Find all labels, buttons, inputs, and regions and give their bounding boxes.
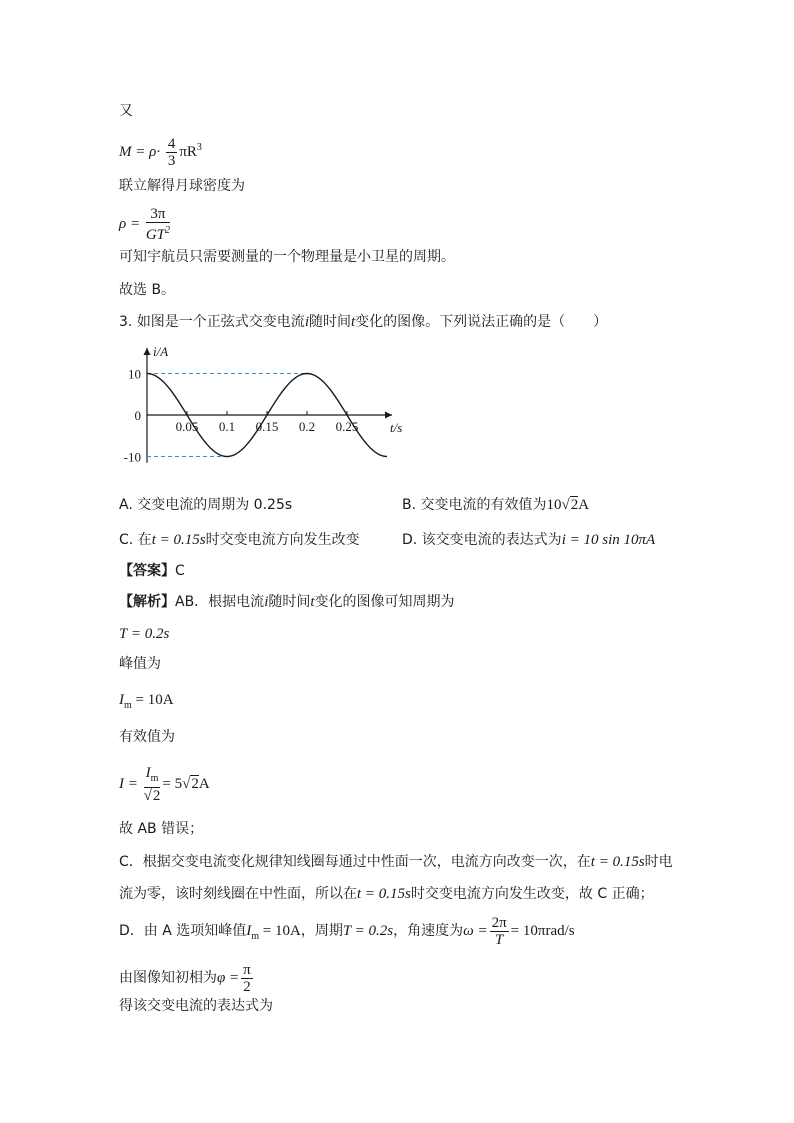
peak-value: = 10A xyxy=(135,692,174,708)
d-line-text-b: ，周期 xyxy=(300,922,343,939)
c-line2-text-b: 时交变电流方向发生改变，故 C 正确； xyxy=(410,886,654,902)
phi-den: 2 xyxy=(243,979,251,995)
sine-current-chart xyxy=(112,340,412,470)
text-c-line2 xyxy=(119,884,654,904)
mass-lhs: M = ρ· xyxy=(119,143,161,160)
rms-lhs: I = xyxy=(119,775,138,792)
density-lhs: ρ = xyxy=(119,215,141,232)
answer-label: 【答案】 xyxy=(119,563,175,579)
c-line1-end: 时电 xyxy=(644,854,673,870)
question-3-stem xyxy=(119,312,607,332)
formula-rms: I = $\frac{I_m}{√2}$ = 5√2A xyxy=(119,765,210,804)
text-c-line1 xyxy=(119,852,673,872)
tuxiang-text: 由图像知初相为 xyxy=(119,969,217,986)
d-line-text-c: ，角速度为 xyxy=(393,922,464,939)
option-b-unit: A xyxy=(578,497,590,513)
c-line1-time: t = 0.15s xyxy=(590,854,645,870)
peak-sub: m xyxy=(124,700,132,711)
x-tick-label-1: 0.1 xyxy=(218,419,236,434)
omega-fraction xyxy=(490,915,509,948)
d-line-period: T = 0.2s xyxy=(342,922,394,939)
x-tick-label-3: 0.2 xyxy=(298,419,316,434)
text-tuxiang xyxy=(119,962,255,995)
q3-text-b: 随时间 xyxy=(308,314,351,330)
text-lianli: 联立解得月球密度为 xyxy=(119,178,245,194)
mass-sup: 3 xyxy=(196,141,202,153)
x-axis-label: t/s xyxy=(390,420,403,435)
y-axis-label: i/A xyxy=(153,344,169,359)
analysis-label: 【解析】 xyxy=(119,594,175,610)
y-tick-label-0: 10 xyxy=(128,366,141,382)
option-c xyxy=(119,529,360,549)
phi-lhs: φ = xyxy=(217,969,240,986)
option-d-formula: i = 10 sin 10πA xyxy=(561,532,656,548)
omega-rhs: = 10πrad/s xyxy=(510,922,575,939)
density-fraction xyxy=(146,206,170,243)
rms-den: 2 xyxy=(152,788,161,804)
peak-I: I xyxy=(119,692,124,708)
omega-den: T xyxy=(494,932,504,948)
q3-var-t: t xyxy=(350,314,356,330)
analysis-line xyxy=(119,592,455,612)
answer-value: C xyxy=(175,563,185,579)
d-line-sub: m xyxy=(251,930,260,942)
rms-fraction: $\frac{I_m}{√2}$ xyxy=(143,765,161,804)
analysis-var-i: i xyxy=(264,594,269,610)
c-line2-time: t = 0.15s xyxy=(357,886,411,902)
phi-num: π xyxy=(243,962,251,978)
q3-var-i: i xyxy=(304,314,309,330)
analysis-text-a: AB．根据电流 xyxy=(175,594,265,610)
omega-lhs: ω = xyxy=(463,922,488,939)
rms-sqrt: 2 xyxy=(191,775,199,792)
option-c-text-b: 时交变电流方向发生改变 xyxy=(205,532,360,548)
option-d-text: D. 该交变电流的表达式为 xyxy=(402,532,562,548)
analysis-text-c: 变化的图像可知周期为 xyxy=(314,594,455,610)
density-frac-num: 3π xyxy=(146,206,170,223)
d-line-I: I xyxy=(246,922,252,939)
option-b-text: B. 交变电流的有效值为 xyxy=(402,497,547,513)
c-line2-text-a: 流为零，该时刻线圈在中性面，所以在 xyxy=(119,886,357,902)
formula-period: T = 0.2s xyxy=(119,626,170,642)
formula-mass xyxy=(119,136,202,169)
density-sup: 2 xyxy=(165,225,171,236)
omega-num: 2π xyxy=(491,915,507,931)
analysis-var-t: t xyxy=(310,594,315,610)
d-line-peak: = 10A xyxy=(262,922,301,939)
option-c-time: t = 0.15s xyxy=(151,532,206,548)
y-tick-label-1: 0 xyxy=(134,408,141,423)
mass-fraction xyxy=(166,136,178,169)
analysis-text-b: 随时间 xyxy=(268,594,311,610)
q3-text-a: 如图是一个正弦式交变电流 xyxy=(136,314,305,330)
formula-peak xyxy=(119,690,174,716)
text-guxuan: 故选 B。 xyxy=(119,282,176,298)
x-tick-label-4: 0.25 xyxy=(335,419,359,434)
option-b: B. 交变电流的有效值为10√2A xyxy=(402,497,590,513)
formula-density xyxy=(119,206,172,243)
question-number: 3. xyxy=(119,314,133,330)
d-line-text-a: D．由 A 选项知峰值 xyxy=(119,922,247,939)
text-feng: 峰值为 xyxy=(119,656,161,672)
chart-axes xyxy=(147,348,392,463)
mass-frac-den: 3 xyxy=(167,153,176,169)
mass-frac-num: 4 xyxy=(167,136,176,152)
mass-tail: πR xyxy=(179,143,197,160)
text-you: 又 xyxy=(119,103,133,119)
rms-num-I: I xyxy=(145,765,151,781)
c-line1-text: C．根据交变电流变化规律知线圈每通过中性面一次，电流方向改变一次，在 xyxy=(119,854,591,870)
chart-labels xyxy=(124,344,403,465)
text-kezhi: 可知宇航员只需要测量的一个物理量是小卫星的周期。 xyxy=(119,249,455,265)
phi-fraction xyxy=(241,962,253,995)
text-d-line xyxy=(119,915,575,948)
option-b-num: 10 xyxy=(546,497,562,513)
text-gu-ab: 故 AB 错误； xyxy=(119,821,204,837)
option-a: A. 交变电流的周期为 0.25s xyxy=(119,497,293,513)
option-b-sqrt: 2 xyxy=(570,497,579,513)
option-c-text-a: C. 在 xyxy=(119,532,152,548)
y-tick-label-2: -10 xyxy=(123,449,141,465)
text-de: 得该交变电流的表达式为 xyxy=(119,998,273,1014)
density-frac-den: GT xyxy=(145,227,166,243)
answer-line xyxy=(119,561,185,581)
rms-tail: = 5 xyxy=(162,775,183,792)
rms-num-sub: m xyxy=(150,773,159,784)
option-d xyxy=(402,529,655,549)
x-tick-label-0: 0.05 xyxy=(175,419,199,434)
rms-unit: A xyxy=(198,775,210,792)
q3-text-c: 变化的图像。下列说法正确的是（ ） xyxy=(355,314,608,330)
x-tick-label-2: 0.15 xyxy=(255,419,279,434)
text-youxiao: 有效值为 xyxy=(119,729,175,745)
